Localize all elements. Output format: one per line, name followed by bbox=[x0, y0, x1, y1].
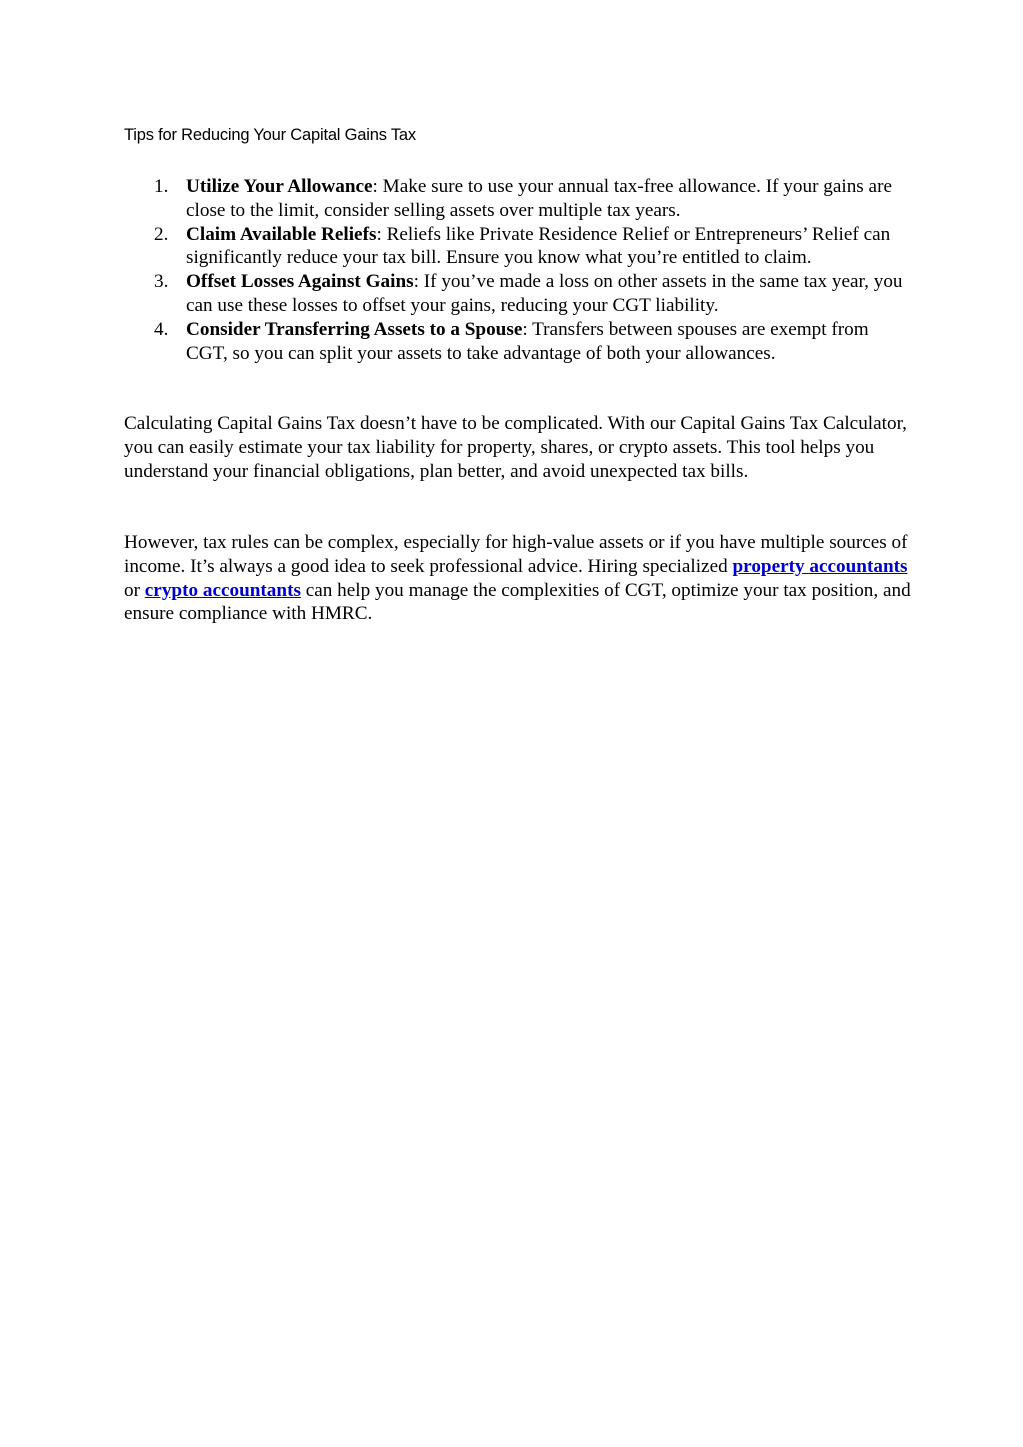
property-accountants-link[interactable]: property accountants bbox=[732, 555, 908, 577]
list-item bbox=[124, 318, 904, 366]
advice-text-before: However, tax rules can be complex, especially for high-value assets or if you have multiple sources of income. It’s always a good idea to seek professional advice. Hiring specialized bbox=[124, 532, 908, 577]
list-item-term: Utilize Your Allowance bbox=[186, 176, 373, 197]
list-item-term: Offset Losses Against Gains bbox=[186, 271, 414, 293]
page-title: Tips for Reducing Your Capital Gains Tax bbox=[124, 126, 416, 144]
list-item bbox=[124, 175, 904, 223]
list-item-number: 2. bbox=[154, 223, 169, 245]
list-item-number: 1. bbox=[154, 176, 169, 197]
list-item-text: : If you’ve made a loss on other assets in the same tax year, you can use these losses to offset your gains, reducing your CGT liability. bbox=[186, 271, 903, 316]
list-item-text: : Reliefs like Private Residence Relief or Entrepreneurs’ Relief can significantly reduce your tax bill. Ensure you know what you’re entitled to claim. bbox=[186, 223, 891, 269]
tips-list bbox=[124, 175, 904, 365]
advice-paragraph bbox=[124, 531, 914, 626]
list-item bbox=[124, 223, 904, 271]
list-item-term: Consider Transferring Assets to a Spouse bbox=[186, 318, 523, 340]
list-item-text: : Make sure to use your annual tax-free allowance. If your gains are close to the limit, consider selling assets over multiple tax years. bbox=[186, 176, 892, 221]
list-item-number: 3. bbox=[154, 271, 169, 293]
advice-text-between: or bbox=[124, 579, 145, 601]
advice-text-after: can help you manage the complexities of CGT, optimize your tax position, and ensure compliance with HMRC. bbox=[124, 579, 911, 625]
list-item bbox=[124, 270, 904, 318]
crypto-accountants-link[interactable]: crypto accountants bbox=[144, 579, 301, 601]
list-item-term: Claim Available Reliefs bbox=[186, 223, 377, 245]
list-item-number: 4. bbox=[154, 318, 169, 340]
list-item-text: : Transfers between spouses are exempt from CGT, so you can split your assets to take advantage of both your allowances. bbox=[186, 318, 869, 364]
calculator-paragraph: Calculating Capital Gains Tax doesn’t have to be complicated. With our Capital Gains Tax Calculator, you can easily estimate your tax liability for property, shares, or crypto assets. This tool helps you understand your financial obligations, plan better, and avoid unexpected tax bills. bbox=[124, 413, 907, 482]
